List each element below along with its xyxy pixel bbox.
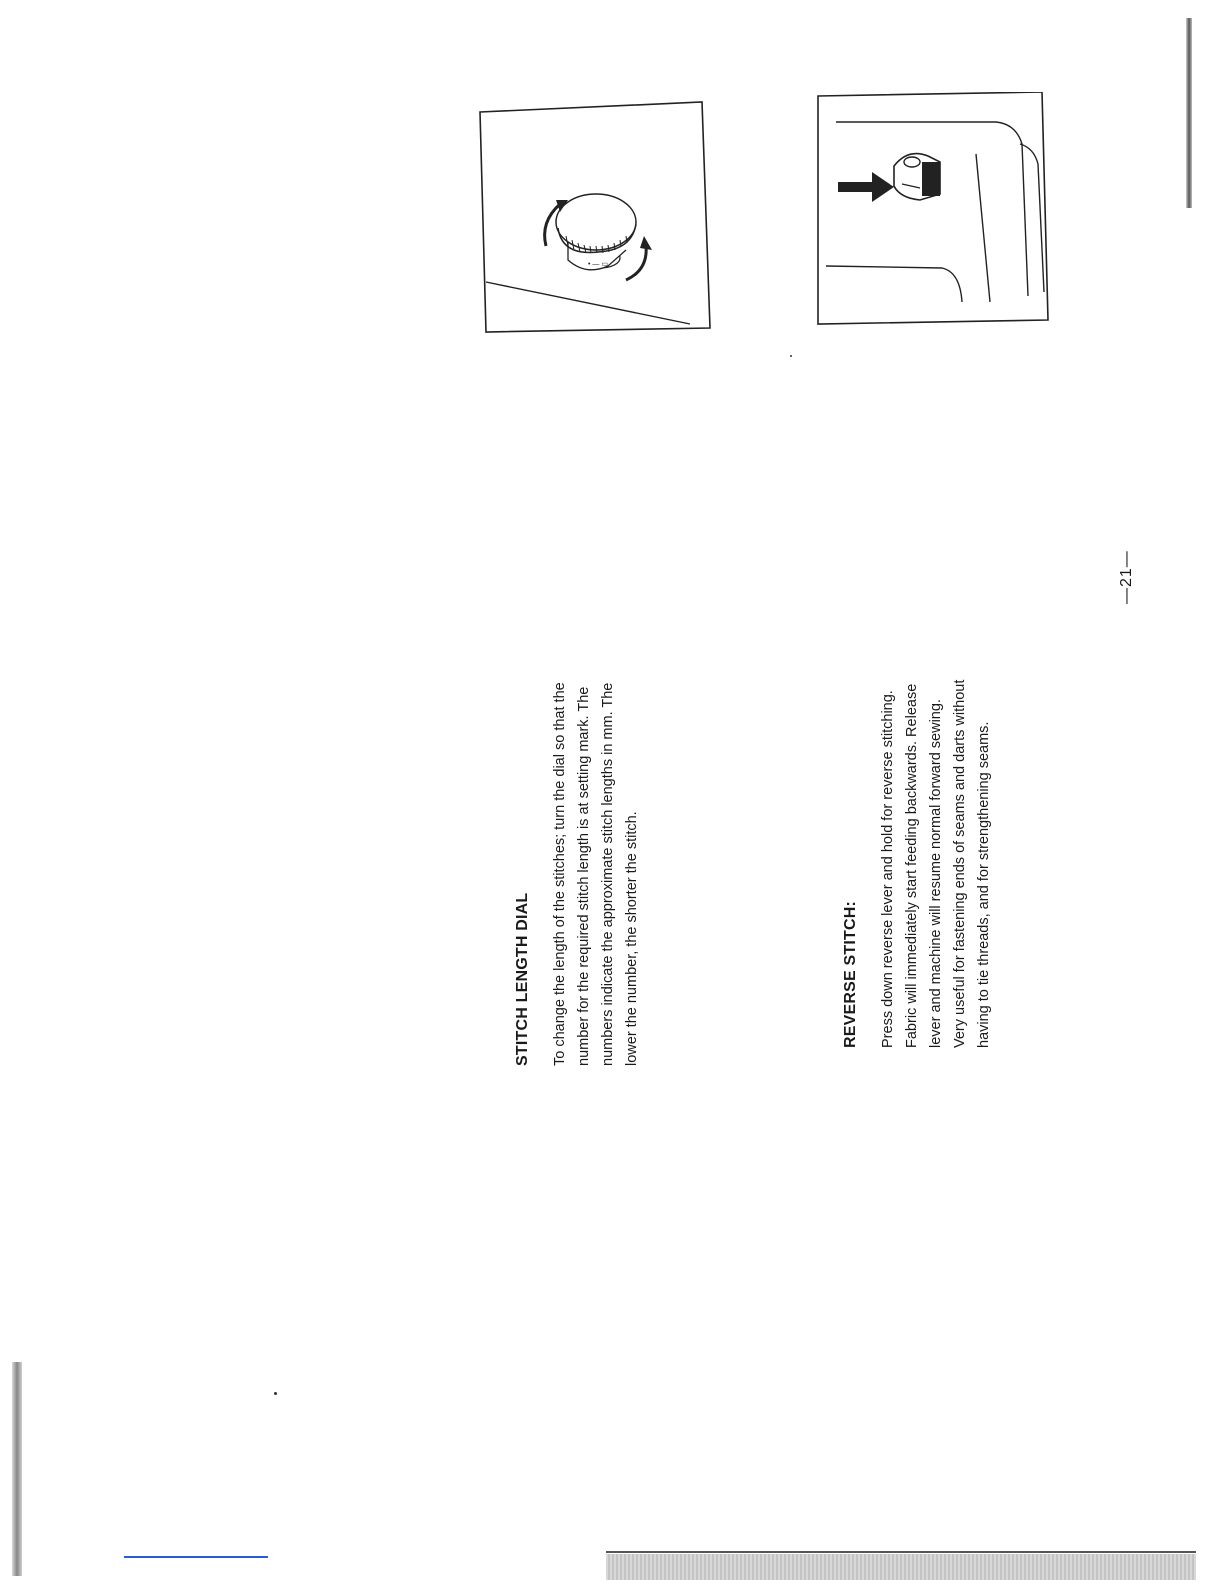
stitch-length-section [514,682,644,1066]
body-line: number for the required stitch length is at setting mark. The [576,686,592,1066]
section-body [876,680,996,1048]
dial-icon [476,100,716,336]
page-number: —21— [1118,550,1135,604]
stitch-length-dial-illustration [476,100,716,341]
page-number-wrap [1118,550,1136,604]
svg-text:• — ▭: • — ▭ [588,261,608,268]
reverse-lever-icon [816,92,1052,328]
scan-blue-line [124,1556,268,1558]
scan-speck [790,355,792,357]
body-line: numbers indicate the approximate stitch lengths in mm. The [600,682,616,1066]
body-line: lower the number, the shorter the stitch. [624,811,640,1066]
scan-edge-right [1186,18,1192,208]
body-line: having to tie threads, and for strengthening seams. [976,721,992,1048]
body-line: Fabric will immediately start feeding backwards. Release [904,683,920,1048]
body-line: lever and machine will resume normal forward sewing. [928,699,944,1048]
section-heading: REVERSE STITCH: [842,900,859,1048]
scan-edge-left [12,1362,22,1576]
body-line: To change the length of the stitches; turn the dial so that the [552,682,568,1066]
scan-edge-bottom [606,1554,1196,1580]
scan-edge-bottom-line [606,1551,1196,1553]
section-body [548,682,644,1066]
reverse-lever-illustration [816,92,1052,333]
reverse-stitch-section [842,680,996,1048]
body-line: Press down reverse lever and hold for reverse stitching. [880,690,896,1048]
section-heading: STITCH LENGTH DIAL [514,892,531,1066]
body-line: Very useful for fastening ends of seams and darts without [952,679,968,1048]
scan-speck [274,1392,277,1395]
